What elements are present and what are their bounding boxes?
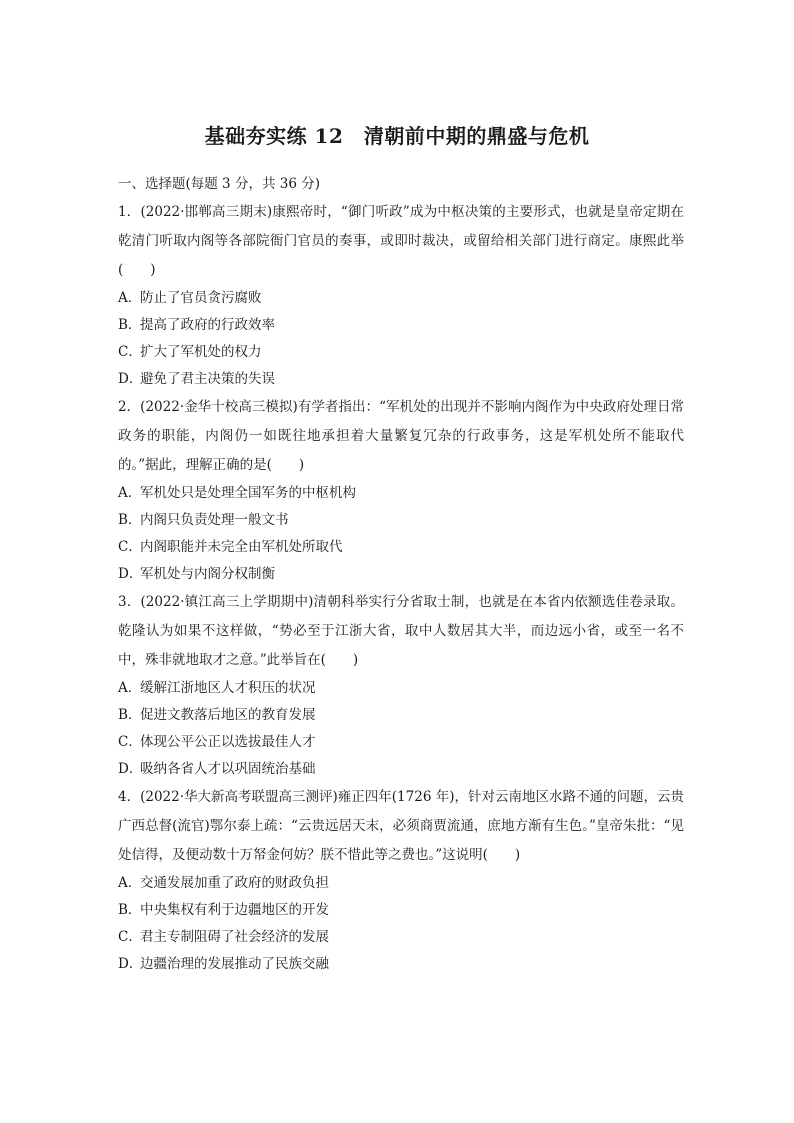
option-text: 边疆治理的发展推动了民族交融 <box>140 956 329 972</box>
question-3 <box>118 588 684 783</box>
option-letter: A． <box>118 290 142 306</box>
option-letter: B． <box>118 512 142 528</box>
section-heading: 一、选择题(每题 3 分，共 36 分) <box>118 176 320 192</box>
option-text: 内阁只负责处理一般文书 <box>140 512 289 528</box>
page-title: 基础夯实练 12 清朝前中期的鼎盛与危机 <box>204 124 590 148</box>
option-text: 军机处只是处理全国军务的中枢机构 <box>140 485 356 501</box>
question-1 <box>118 198 684 393</box>
question-4 <box>118 783 684 978</box>
option-letter: D． <box>118 956 143 972</box>
option-d <box>118 561 684 588</box>
option-b <box>118 702 684 729</box>
option-letter: A． <box>118 875 142 891</box>
option-text: 缓解江浙地区人才积压的状况 <box>140 680 316 696</box>
option-d <box>118 366 684 393</box>
option-text: 防止了官员贪污腐败 <box>140 290 262 306</box>
option-letter: B． <box>118 317 142 333</box>
option-b <box>118 897 684 924</box>
option-text: 促进文教落后地区的教育发展 <box>140 707 316 723</box>
option-letter: D． <box>118 371 143 387</box>
option-letter: D． <box>118 566 143 582</box>
option-text: 军机处与内阁分权制衡 <box>140 566 275 582</box>
question-list <box>118 198 684 978</box>
question-stem: 2．(2022·金华十校高三模拟)有学者指出：“军机处的出现并不影响内阁作为中央政府处理日常政务的职能，内阁仍一如既往地承担着大量繁复冗杂的行政事务，这是军机处所不能取代的。”据此，理解正确的是( ) <box>118 399 684 473</box>
question-stem: 3．(2022·镇江高三上学期期中)清朝科举实行分省取士制，也就是在本省内依额选佳卷录取。乾隆认为如果不这样做，“势必至于江浙大省，取中人数居其大半，而边远小省，或至一名不中，殊非就地取才之意。”此举旨在( ) <box>118 594 684 668</box>
option-letter: B． <box>118 902 142 918</box>
option-letter: D． <box>118 761 143 777</box>
option-c <box>118 534 684 561</box>
option-a <box>118 870 684 897</box>
option-letter: A． <box>118 680 142 696</box>
option-a <box>118 675 684 702</box>
option-text: 扩大了军机处的权力 <box>140 344 262 360</box>
option-text: 避免了君主决策的失误 <box>140 371 275 387</box>
option-c <box>118 924 684 951</box>
option-c <box>118 339 684 366</box>
option-a <box>118 285 684 312</box>
option-text: 君主专制阻碍了社会经济的发展 <box>140 929 329 945</box>
option-d <box>118 951 684 978</box>
question-2 <box>118 393 684 588</box>
option-a <box>118 480 684 507</box>
option-letter: C． <box>118 539 142 555</box>
option-c <box>118 729 684 756</box>
option-b <box>118 507 684 534</box>
option-letter: C． <box>118 734 142 750</box>
option-letter: C． <box>118 344 142 360</box>
option-text: 内阁职能并未完全由军机处所取代 <box>140 539 343 555</box>
option-letter: B． <box>118 707 142 723</box>
option-text: 吸纳各省人才以巩固统治基础 <box>140 761 316 777</box>
option-text: 中央集权有利于边疆地区的开发 <box>140 902 329 918</box>
option-text: 提高了政府的行政效率 <box>140 317 275 333</box>
option-b <box>118 312 684 339</box>
option-d <box>118 756 684 783</box>
question-stem: 1．(2022·邯郸高三期末)康熙帝时，“御门听政”成为中枢决策的主要形式，也就是皇帝定期在乾清门听取内阁等各部院衙门官员的奏事，或即时裁决，或留给相关部门进行商定。康熙此举( ) <box>118 204 684 278</box>
option-letter: C． <box>118 929 142 945</box>
option-text: 体现公平公正以选拔最佳人才 <box>140 734 316 750</box>
question-stem: 4．(2022·华大新高考联盟高三测评)雍正四年(1726 年)，针对云南地区水路不通的问题，云贵广西总督(流官)鄂尔泰上疏：“云贵远居天末，必须商贾流通，庶地方渐有生色。”皇帝朱批：“见处信得，及便动数十万帑金何妨？朕不惜此等之费也。”这说明( ) <box>118 789 684 863</box>
option-letter: A． <box>118 485 142 501</box>
option-text: 交通发展加重了政府的财政负担 <box>140 875 329 891</box>
